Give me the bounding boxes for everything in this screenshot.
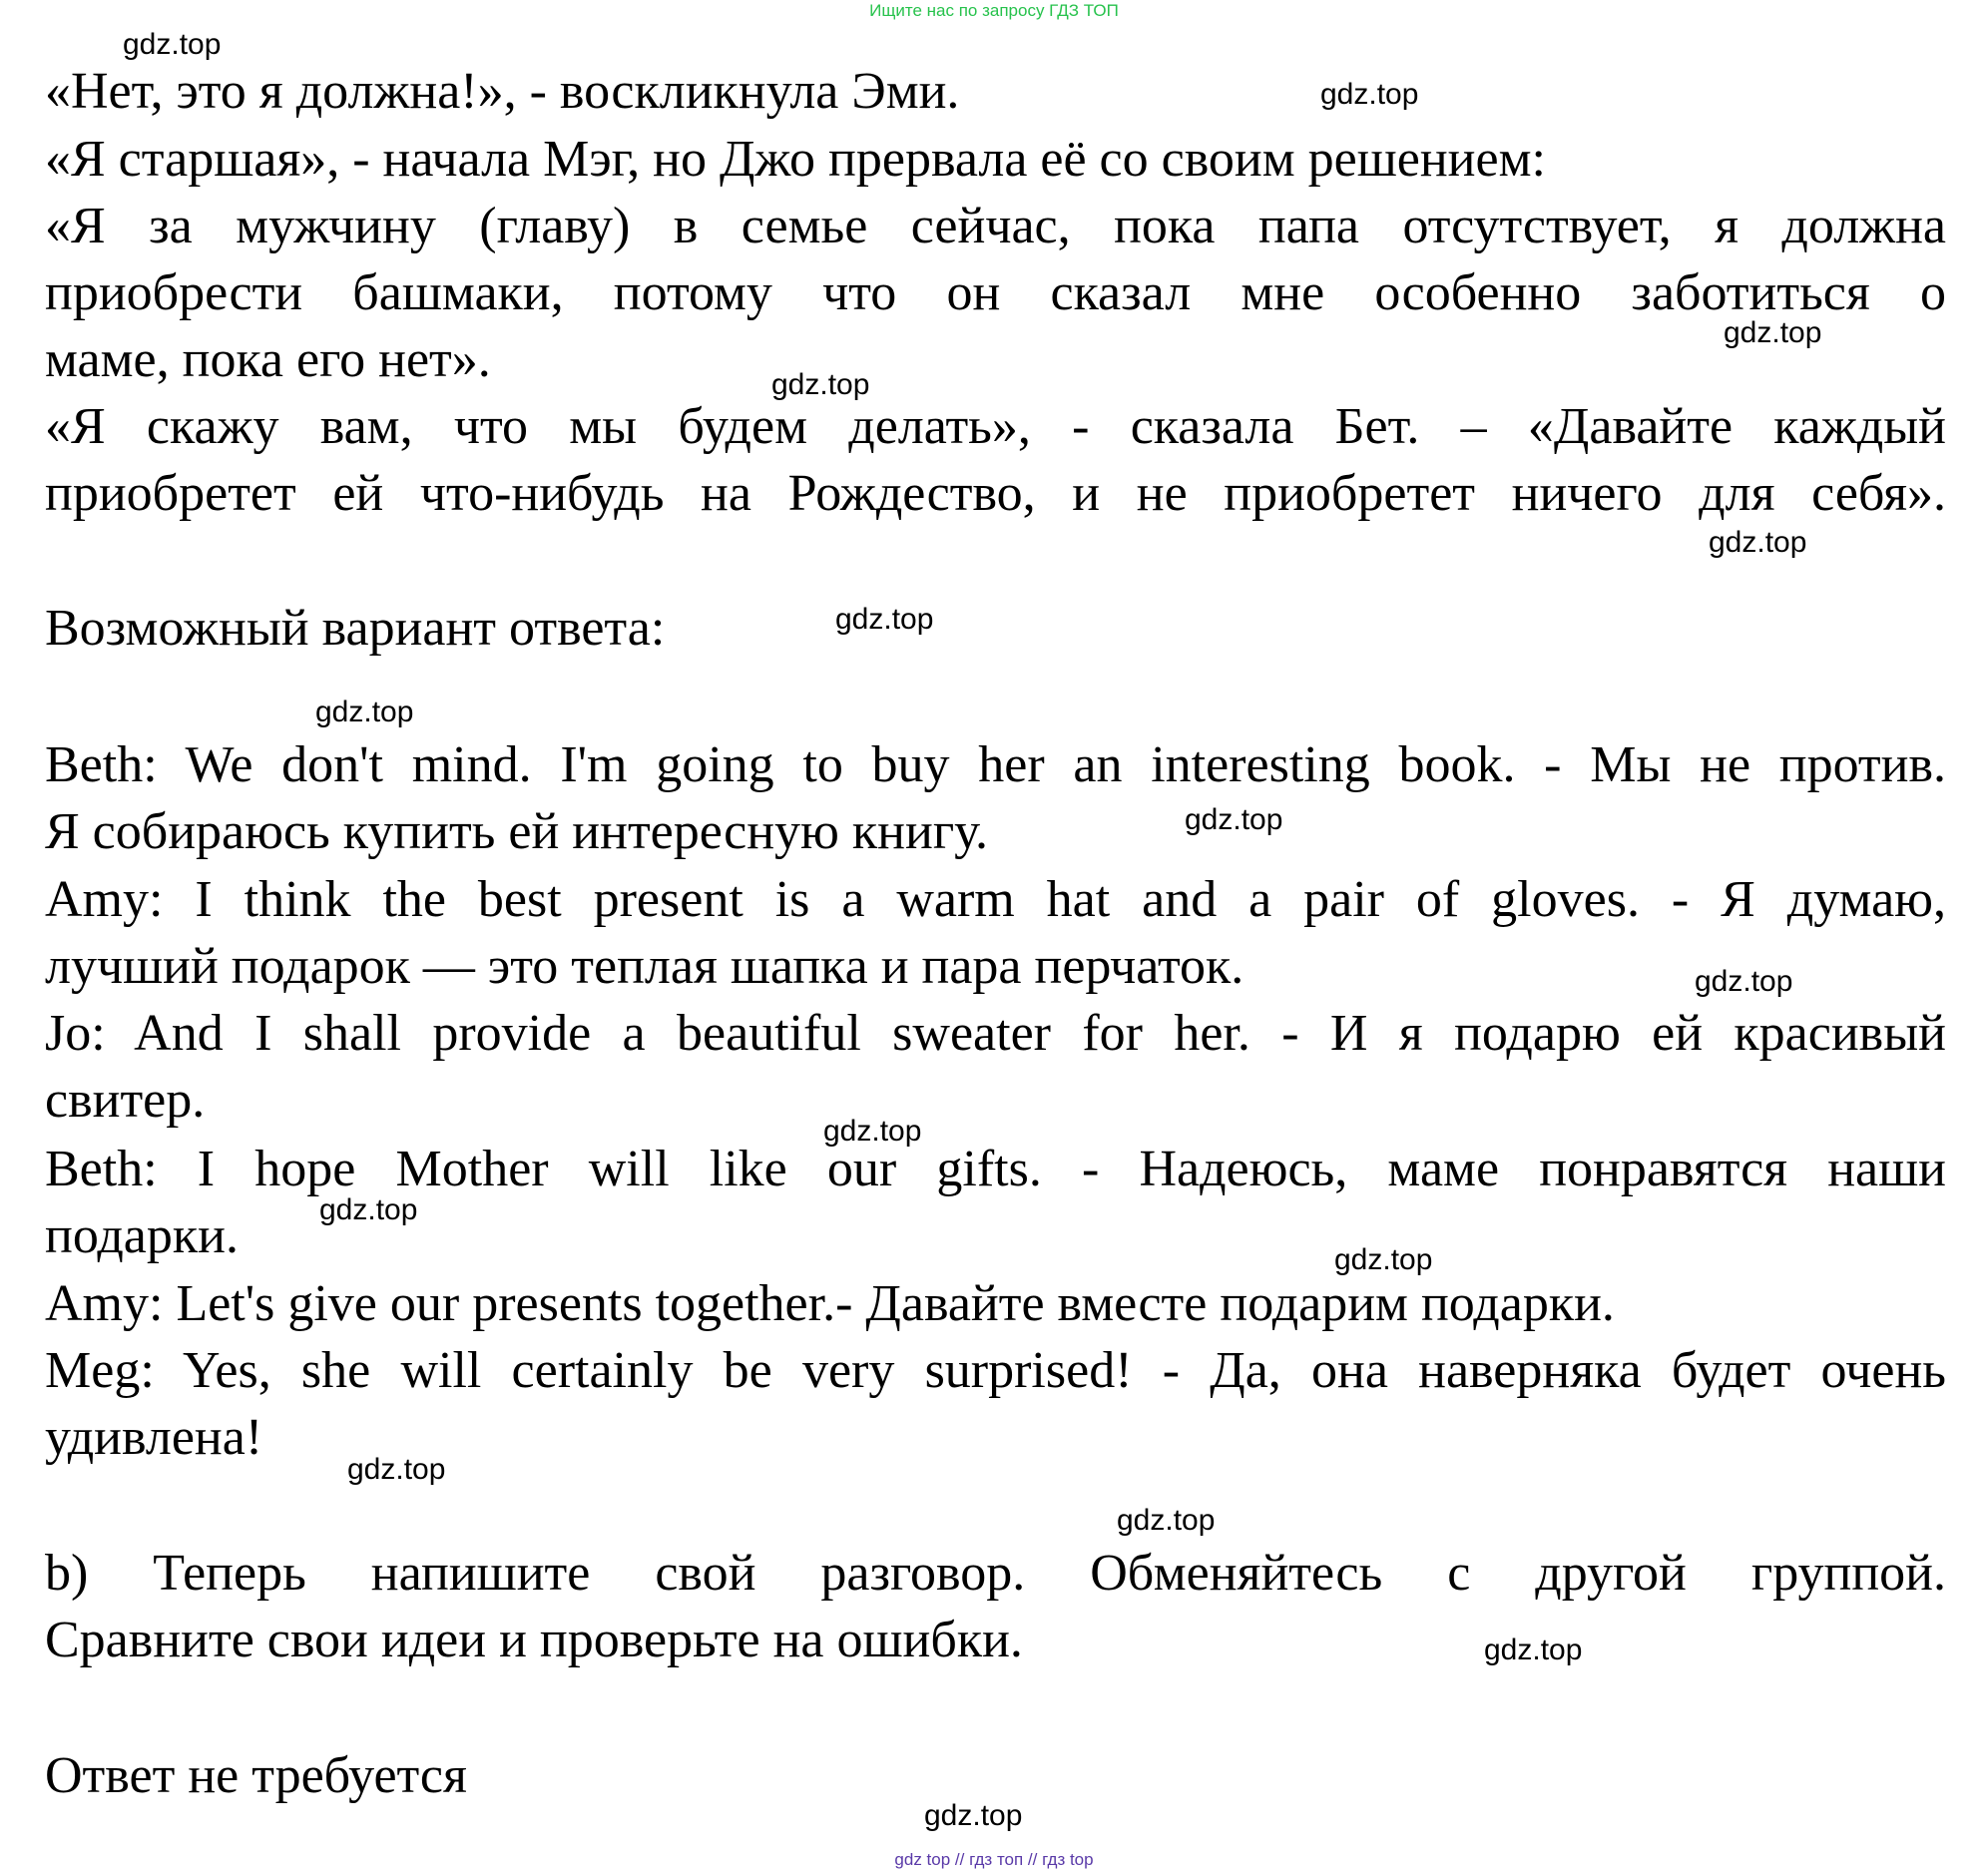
text-line: Jo: And I shall provide a beautiful sweater for her. - И я подарю ей красивый bbox=[45, 1005, 1946, 1062]
watermark: gdz.top bbox=[823, 1115, 922, 1148]
watermark: gdz.top bbox=[123, 28, 222, 61]
watermark: gdz.top bbox=[1709, 526, 1807, 559]
watermark: gdz.top bbox=[1695, 965, 1793, 998]
text-line: b) Теперь напишите свой разговор. Обменяйтесь с другой группой. bbox=[45, 1545, 1946, 1602]
watermark: gdz.top bbox=[924, 1799, 1023, 1832]
text-line: Meg: Yes, she will certainly be very surprised! - Да, она наверняка будет очень bbox=[45, 1342, 1946, 1399]
text-line: Beth: We don't mind. I'm going to buy her an interesting book. - Мы не против. bbox=[45, 736, 1946, 793]
watermark: gdz.top bbox=[1334, 1243, 1433, 1276]
text-line: приобретет ей что-нибудь на Рождество, и не приобретет ничего для себя». bbox=[45, 465, 1946, 522]
watermark: gdz.top bbox=[319, 1193, 418, 1226]
text-line: «Я за мужчину (главу) в семье сейчас, пока папа отсутствует, я должна bbox=[45, 198, 1946, 254]
watermark: gdz.top bbox=[835, 603, 934, 636]
text-line: маме, пока его нет». bbox=[45, 331, 491, 388]
text-line: подарки. bbox=[45, 1207, 239, 1264]
watermark: gdz.top bbox=[1724, 316, 1822, 349]
watermark: gdz.top bbox=[1484, 1634, 1583, 1666]
watermark: gdz.top bbox=[1185, 803, 1283, 836]
watermark: gdz.top bbox=[771, 368, 870, 401]
text-line: приобрести башмаки, потому что он сказал мне особенно заботиться о bbox=[45, 264, 1946, 321]
watermark: gdz.top bbox=[347, 1453, 446, 1486]
text-line: Я собираюсь купить ей интересную книгу. bbox=[45, 803, 988, 860]
text-line: Beth: I hope Mother will like our gifts. - Надеюсь, маме понравятся наши bbox=[45, 1141, 1946, 1197]
text-line: «Я старшая», - начала Мэг, но Джо прервала её со своим решением: bbox=[45, 131, 1546, 188]
section-heading: Возможный вариант ответа: bbox=[45, 600, 666, 657]
text-line: Ответ не требуется bbox=[45, 1747, 467, 1804]
text-line: «Нет, это я должна!», - воскликнула Эми. bbox=[45, 63, 960, 120]
footer-links: gdz top // гдз топ // гдз top bbox=[894, 1850, 1094, 1869]
text-line: Amy: I think the best present is a warm hat and a pair of gloves. - Я думаю, bbox=[45, 871, 1946, 928]
text-line: Сравните свои идеи и проверьте на ошибки. bbox=[45, 1612, 1023, 1668]
text-line: удивлена! bbox=[45, 1409, 263, 1466]
text-line: свитер. bbox=[45, 1072, 206, 1129]
text-line: «Я скажу вам, что мы будем делать», - сказала Бет. – «Давайте каждый bbox=[45, 398, 1946, 455]
text-line: Amy: Let's give our presents together.- Давайте вместе подарим подарки. bbox=[45, 1275, 1615, 1332]
watermark: gdz.top bbox=[315, 696, 414, 728]
text-line: лучший подарок — это теплая шапка и пара перчаток. bbox=[45, 938, 1244, 995]
top-banner: Ищите нас по запросу ГДЗ ТОП bbox=[869, 1, 1119, 20]
watermark: gdz.top bbox=[1320, 78, 1419, 111]
watermark: gdz.top bbox=[1117, 1504, 1216, 1537]
